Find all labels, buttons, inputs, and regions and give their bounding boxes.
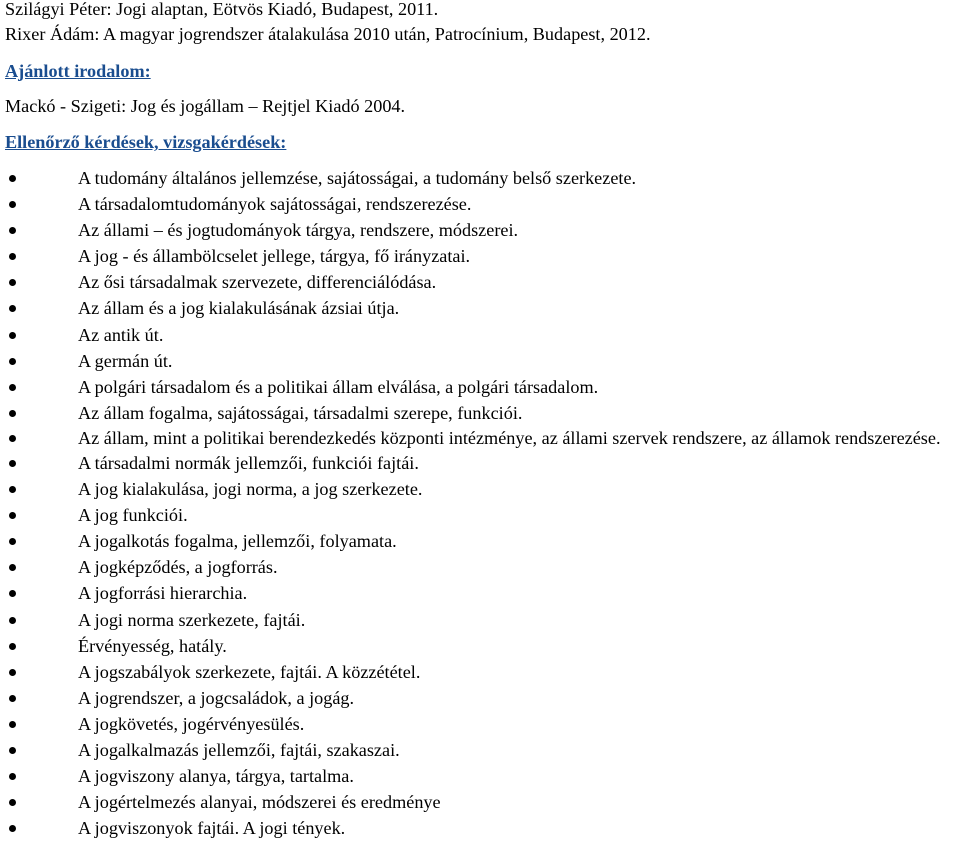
bullet-icon (9, 305, 16, 312)
question-list (0, 165, 960, 841)
bullet-icon (9, 721, 16, 728)
question-item (0, 528, 960, 554)
question-item (0, 322, 960, 348)
recommended-item: Mackó - Szigeti: Jog és jogállam – Rejtjel Kiadó 2004. (5, 96, 406, 116)
question-item (0, 476, 960, 502)
question-item (0, 737, 960, 763)
bullet-icon (9, 460, 16, 467)
question-text: Az antik út. (78, 324, 164, 345)
question-item (0, 659, 960, 685)
question-text: A jogkövetés, jogérvényesülés. (78, 713, 305, 734)
question-item (0, 711, 960, 737)
question-text: A germán út. (78, 350, 173, 371)
bullet-icon (9, 201, 16, 208)
question-item (0, 165, 960, 191)
question-item (0, 191, 960, 217)
question-item (0, 426, 960, 450)
bullet-icon (9, 435, 16, 442)
bullet-icon (9, 590, 16, 597)
question-text: A jogértelmezés alanyai, módszerei és eredménye (78, 792, 441, 813)
bullet-icon (9, 332, 16, 339)
bullet-icon (9, 279, 16, 286)
bullet-icon (9, 564, 16, 571)
bullet-icon (9, 669, 16, 676)
question-text: Az állami – és jogtudományok tárgya, rendszere, módszerei. (78, 220, 519, 241)
question-text: A társadalmi normák jellemzői, funkciói fajtái. (78, 452, 419, 473)
recommended-heading: Ajánlott irodalom: (5, 61, 151, 81)
question-text: A társadalomtudományok sajátosságai, rendszerezése. (78, 194, 472, 215)
bullet-icon (9, 799, 16, 806)
reference-line: Rixer Ádám: A magyar jogrendszer átalakulása 2010 után, Patrocínium, Budapest, 2012. (5, 24, 651, 44)
question-text: A jogi norma szerkezete, fajtái. (78, 609, 306, 630)
question-item (0, 348, 960, 374)
question-text: A jogviszony alanya, tárgya, tartalma. (78, 766, 354, 787)
bullet-icon (9, 227, 16, 234)
question-item (0, 400, 960, 426)
question-text: Az ősi társadalmak szervezete, differenciálódása. (78, 272, 437, 293)
question-item (0, 295, 960, 321)
bullet-icon (9, 747, 16, 754)
question-text: A jog kialakulása, jogi norma, a jog szerkezete. (78, 479, 423, 500)
question-text: A jog funkciói. (78, 505, 188, 526)
question-item (0, 633, 960, 659)
question-text: A jogképződés, a jogforrás. (78, 557, 278, 578)
question-item (0, 580, 960, 606)
question-text: Az állam és a jog kialakulásának ázsiai útja. (78, 298, 400, 319)
bullet-icon (9, 643, 16, 650)
question-text: A jogalkalmazás jellemzői, fajtái, szakaszai. (78, 739, 400, 760)
question-text: Az állam fogalma, sajátosságai, társadalmi szerepe, funkciói. (78, 402, 523, 423)
question-item (0, 789, 960, 815)
bullet-icon (9, 358, 16, 365)
question-text: A jogalkotás fogalma, jellemzői, folyamata. (78, 531, 397, 552)
questions-heading: Ellenőrző kérdések, vizsgakérdések: (5, 132, 287, 152)
question-item (0, 554, 960, 580)
question-text: A tudomány általános jellemzése, sajátosságai, a tudomány belső szerkezete. (78, 168, 637, 188)
reference-line: Szilágyi Péter: Jogi alaptan, Eötvös Kiadó, Budapest, 2011. (5, 0, 439, 19)
bullet-icon (9, 175, 16, 182)
bullet-icon (9, 825, 16, 832)
question-text: A jogszabályok szerkezete, fajtái. A közzététel. (78, 661, 421, 682)
bullet-icon (9, 617, 16, 624)
bullet-icon (9, 773, 16, 780)
question-item (0, 217, 960, 243)
question-text: A jog - és állambölcselet jellege, tárgya, fő irányzatai. (78, 246, 471, 267)
question-item (0, 502, 960, 528)
question-item (0, 269, 960, 295)
bullet-icon (9, 410, 16, 417)
bullet-icon (9, 512, 16, 519)
bullet-icon (9, 538, 16, 545)
bullet-icon (9, 486, 16, 493)
question-item (0, 374, 960, 400)
question-text: A jogviszonyok fajtái. A jogi tények. (78, 818, 346, 839)
question-text: A jogrendszer, a jogcsaládok, a jogág. (78, 687, 355, 708)
question-item (0, 763, 960, 789)
question-text: A jogforrási hierarchia. (78, 583, 248, 604)
question-item (0, 450, 960, 476)
bullet-icon (9, 384, 16, 391)
question-text: Érvényesség, hatály. (78, 635, 227, 656)
question-text: Az állam, mint a politikai berendezkedés központi intézménye, az állami szervek rendszere, az államok rendszerezése. (78, 427, 941, 448)
bullet-icon (9, 253, 16, 260)
bullet-icon (9, 695, 16, 702)
question-item (0, 815, 960, 841)
question-item (0, 243, 960, 269)
question-item (0, 607, 960, 633)
question-text: A polgári társadalom és a politikai állam elválása, a polgári társadalom. (78, 376, 599, 397)
question-item (0, 685, 960, 711)
